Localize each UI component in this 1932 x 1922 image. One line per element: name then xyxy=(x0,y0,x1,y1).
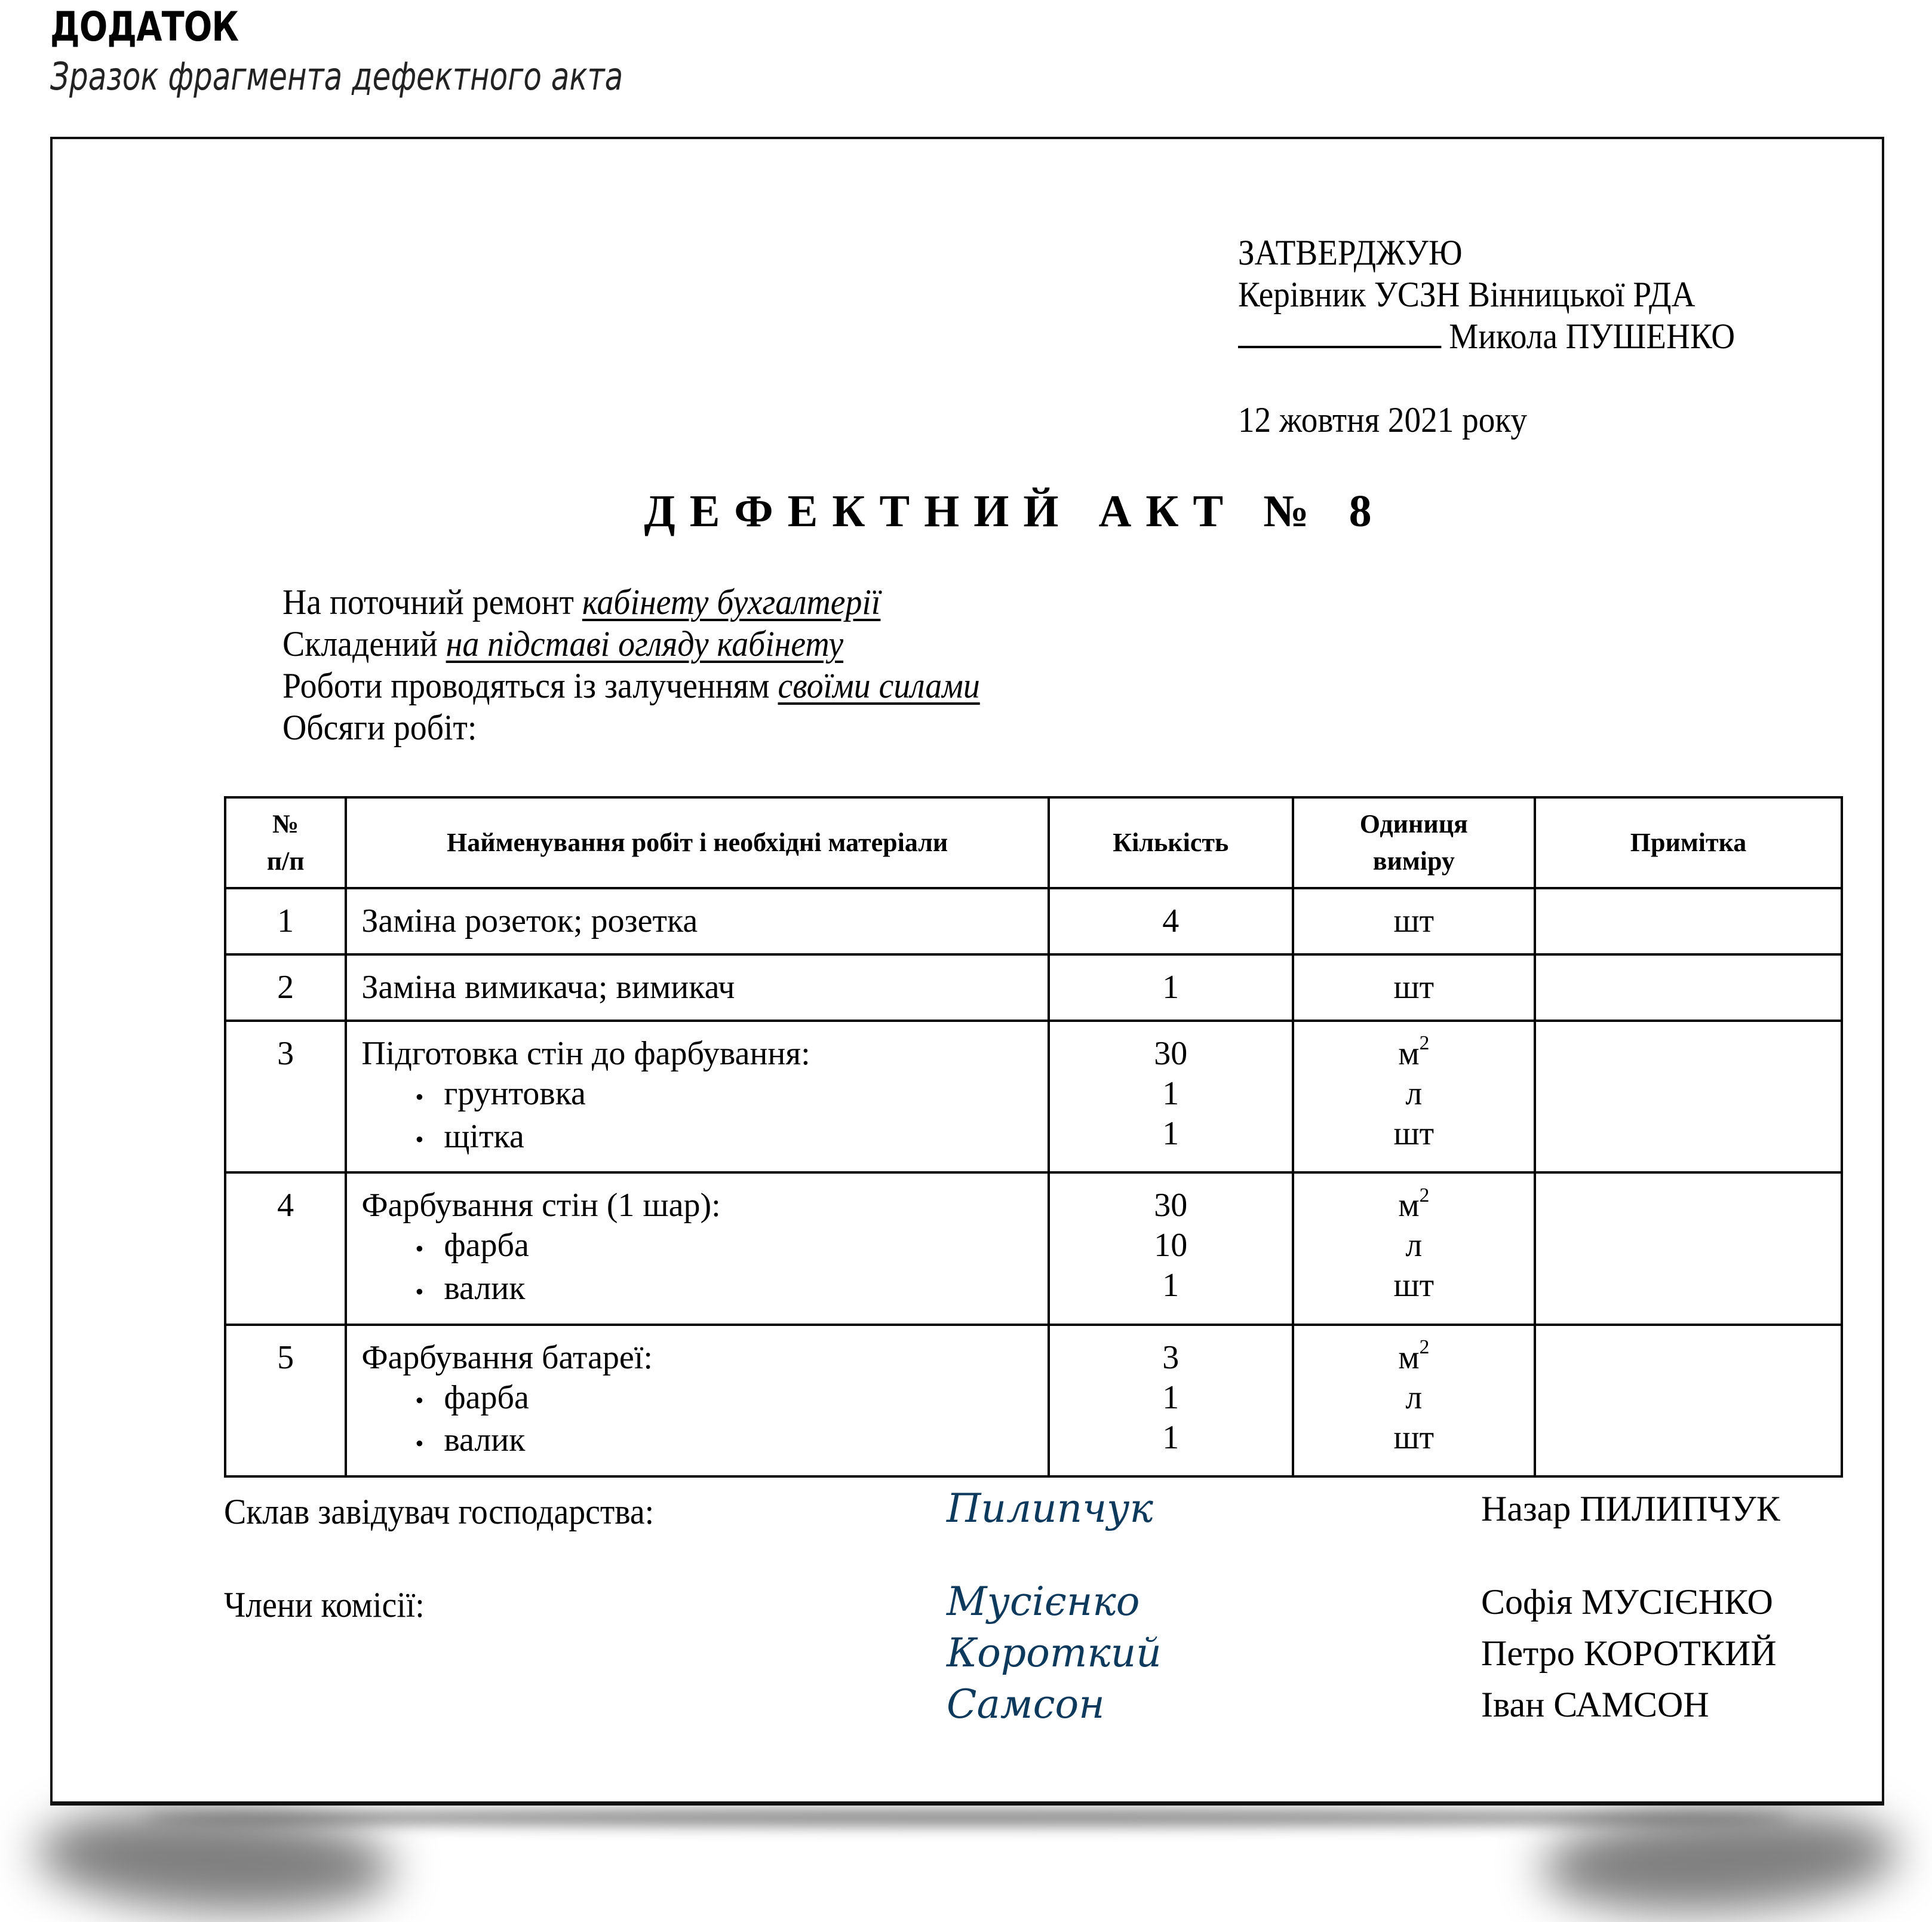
cell-unit: шт xyxy=(1293,954,1535,1021)
unit-exponent: 2 xyxy=(1419,1184,1430,1206)
table-row xyxy=(225,888,1842,954)
table-row xyxy=(225,1325,1842,1476)
header-text: виміру xyxy=(1372,846,1455,876)
appendix-subtitle: Зразок фрагмента дефектного акта xyxy=(50,55,623,99)
cell-note xyxy=(1535,954,1842,1021)
header-text: № xyxy=(272,809,299,839)
intro-label: Роботи проводяться із залученням xyxy=(282,666,778,705)
cell-unit xyxy=(1293,1172,1535,1324)
intro-label: На поточний ремонт xyxy=(282,582,582,622)
table-row xyxy=(225,1021,1842,1172)
appendix-title: ДОДАТОК xyxy=(50,4,239,51)
quantity-value: 30 xyxy=(1154,1035,1188,1072)
quantity-value: 30 xyxy=(1154,1187,1188,1224)
quantity-value: 3 xyxy=(1162,1338,1180,1376)
page-shadow-center xyxy=(143,1809,1792,1826)
work-title: Підготовка стін до фарбування: xyxy=(361,1035,810,1072)
unit-exponent: 2 xyxy=(1419,1032,1430,1055)
commission-member-name: Петро КОРОТКИЙ xyxy=(1481,1634,1777,1673)
cell-quantity xyxy=(1049,1021,1293,1172)
cell-quantity: 1 xyxy=(1049,954,1293,1021)
commission-label: Члени комісії: xyxy=(224,1585,425,1625)
handwritten-signature: Короткий xyxy=(947,1630,1162,1676)
cell-unit xyxy=(1293,1021,1535,1172)
cell-note xyxy=(1535,1172,1842,1324)
cell-number: 4 xyxy=(225,1172,346,1324)
header-note: Примітка xyxy=(1535,797,1842,888)
cell-quantity xyxy=(1049,1172,1293,1324)
header-unit xyxy=(1293,797,1535,888)
cell-number: 2 xyxy=(225,954,346,1021)
approval-date: 12 жовтня 2021 року xyxy=(1238,400,1527,440)
intro-line-volumes xyxy=(282,707,980,748)
quantity-value: 1 xyxy=(1162,1419,1180,1456)
compiled-by-name: Назар ПИЛИПЧУК xyxy=(1481,1489,1780,1528)
cell-name xyxy=(346,1325,1049,1476)
unit-value: шт xyxy=(1393,1267,1435,1304)
cell-note xyxy=(1535,888,1842,954)
unit-value xyxy=(1294,1034,1534,1074)
table-header-row xyxy=(225,797,1842,888)
cell-number: 3 xyxy=(225,1021,346,1172)
material-item: • фарба xyxy=(361,1226,1033,1269)
table-row xyxy=(225,954,1842,1021)
cell-unit: шт xyxy=(1293,888,1535,954)
intro-value: своїми силами xyxy=(778,666,980,705)
document-title: ДЕФЕКТНИЙ АКТ № 8 xyxy=(644,486,1386,536)
intro-line-contractor xyxy=(282,665,980,707)
unit-value: л xyxy=(1405,1075,1423,1112)
cell-number: 1 xyxy=(225,888,346,954)
cell-name: Заміна вимикача; вимикач xyxy=(346,954,1049,1021)
intro-label: Обсяги робіт: xyxy=(282,708,477,747)
commission-member-name: Софія МУСІЄНКО xyxy=(1481,1582,1773,1622)
quantity-value: 1 xyxy=(1162,1115,1180,1152)
cell-unit xyxy=(1293,1325,1535,1476)
approval-position: Керівник УСЗН Вінницької РДА xyxy=(1238,275,1696,314)
unit-exponent: 2 xyxy=(1419,1335,1430,1358)
intro-value: кабінету бухгалтерії xyxy=(582,582,881,622)
cell-name: Заміна розеток; розетка xyxy=(346,888,1049,954)
commission-member-name: Іван САМСОН xyxy=(1481,1685,1709,1724)
quantity-value: 10 xyxy=(1154,1227,1188,1264)
cell-quantity: 4 xyxy=(1049,888,1293,954)
header-quantity: Кількість xyxy=(1049,797,1293,888)
handwritten-signature: Пилипчук xyxy=(947,1485,1153,1531)
quantity-value: 1 xyxy=(1162,1075,1180,1112)
header-number xyxy=(225,797,346,888)
unit-text: м xyxy=(1398,1338,1420,1376)
unit-value: л xyxy=(1405,1227,1423,1264)
unit-value xyxy=(1294,1335,1534,1378)
material-item: • валик xyxy=(361,1420,1033,1463)
commission-names xyxy=(1481,1576,1777,1730)
intro-line-repair xyxy=(282,581,980,623)
signature-blank xyxy=(1238,318,1441,348)
approval-signature-line xyxy=(1238,315,1735,357)
unit-value: шт xyxy=(1393,1419,1435,1456)
unit-text: м xyxy=(1398,1187,1420,1224)
unit-value: шт xyxy=(1393,1115,1435,1152)
work-title: Фарбування стін (1 шар): xyxy=(361,1187,721,1224)
cell-name xyxy=(346,1172,1049,1324)
cell-note xyxy=(1535,1021,1842,1172)
material-item: • грунтовка xyxy=(361,1074,1033,1117)
material-item: • валик xyxy=(361,1269,1033,1312)
material-item: • фарба xyxy=(361,1378,1033,1421)
intro-value: на підставі огляду кабінету xyxy=(446,624,844,664)
quantity-value: 1 xyxy=(1162,1378,1180,1416)
approval-signer: Микола ПУШЕНКО xyxy=(1449,317,1736,356)
unit-value xyxy=(1294,1186,1534,1226)
intro-block xyxy=(282,581,980,748)
document-sheet xyxy=(50,137,1884,1806)
handwritten-signatures xyxy=(947,1576,1162,1730)
approval-heading: ЗАТВЕРДЖУЮ xyxy=(1238,233,1463,272)
cell-number: 5 xyxy=(225,1325,346,1476)
cell-name xyxy=(346,1021,1049,1172)
material-item: • щітка xyxy=(361,1117,1033,1160)
cell-quantity xyxy=(1049,1325,1293,1476)
quantity-value: 1 xyxy=(1162,1267,1180,1304)
unit-text: м xyxy=(1398,1035,1420,1072)
works-table xyxy=(224,796,1843,1478)
cell-note xyxy=(1535,1325,1842,1476)
unit-value: л xyxy=(1405,1378,1423,1416)
approval-block xyxy=(1238,232,1735,441)
header-text: Одиниця xyxy=(1359,809,1468,839)
header-text: п/п xyxy=(266,846,305,876)
header-name: Найменування робіт і необхідні матеріали xyxy=(346,797,1049,888)
intro-label: Складений xyxy=(282,624,446,664)
handwritten-signature: Мусієнко xyxy=(947,1579,1140,1625)
table-row xyxy=(225,1172,1842,1324)
compiled-by-label: Склав завідувач господарства: xyxy=(224,1492,655,1531)
intro-line-basis xyxy=(282,623,980,665)
handwritten-signature: Самсон xyxy=(947,1681,1105,1727)
work-title: Фарбування батареї: xyxy=(361,1338,653,1376)
